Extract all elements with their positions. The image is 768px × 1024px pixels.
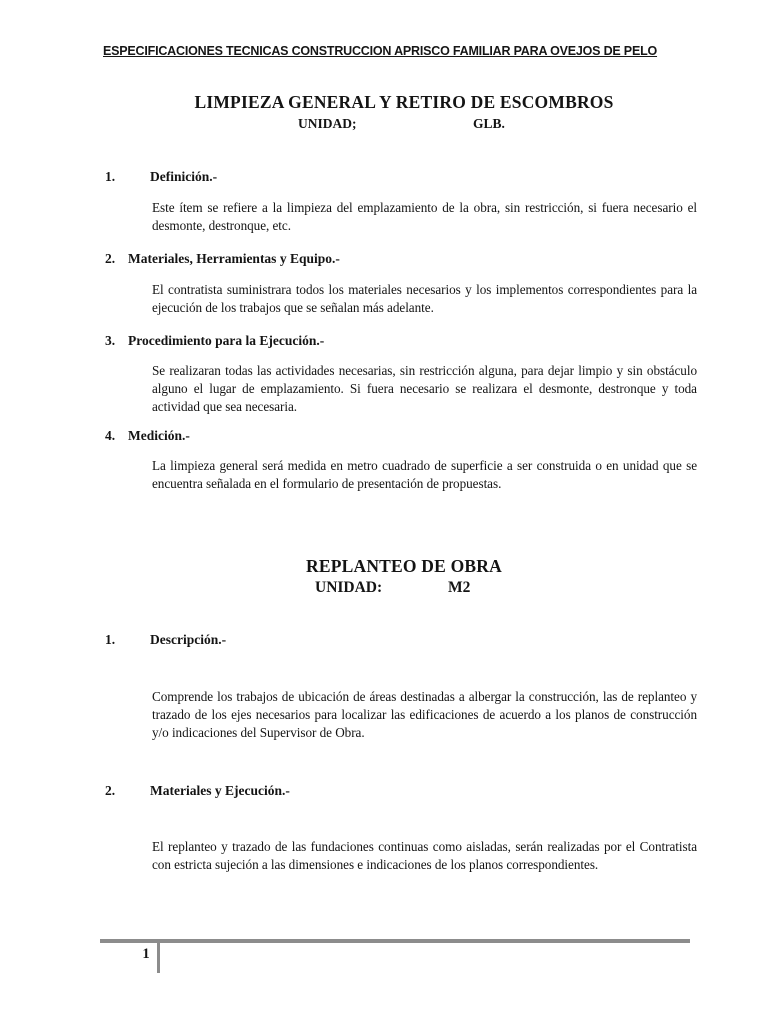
footer-divider-tick: [157, 939, 160, 973]
item-heading-definicion: [105, 169, 697, 185]
item-heading-medicion: [105, 428, 697, 444]
item-number: 1.: [105, 169, 116, 184]
item-heading-label: Descripción.-: [150, 632, 227, 647]
item-heading-descripcion: [105, 632, 697, 648]
paragraph-procedimiento: Se realizaran todas las actividades necesarias, sin restricción alguna, para dejar limpio y sin obstáculo alguno el lugar de emplazamiento. Si fuera necesario se realizara el desmonte, destronque y toda actividad que sea necesaria.: [152, 363, 697, 414]
item-number: 4.: [105, 428, 116, 443]
item-number: 2.: [105, 783, 116, 798]
paragraph-descripcion: Comprende los trabajos de ubicación de áreas destinadas a albergar la construcción, las de replanteo y trazado de los ejes necesarios para localizar las edificaciones de acuerdo a los planos de construcción y/o indicaciones del Supervisor de Obra.: [152, 689, 697, 740]
item-heading-label: Materiales y Ejecución.-: [150, 783, 290, 798]
paragraph-definicion: Este ítem se refiere a la limpieza del emplazamiento de la obra, sin restricción, si fuera necesario el desmonte, destronque, etc.: [152, 200, 697, 233]
unit-value: M2: [448, 579, 471, 596]
item-number: 3.: [105, 333, 116, 348]
item-heading-label: Materiales, Herramientas y Equipo.-: [128, 251, 340, 266]
item-heading-materiales-herramientas: [105, 251, 697, 267]
paragraph-materiales-ejecucion: El replanteo y trazado de las fundaciones continuas como aisladas, serán realizadas por el Contratista con estricta sujeción a las dimensiones e indicaciones de los planos correspondientes.: [152, 839, 697, 872]
section-title-limpieza: LIMPIEZA GENERAL Y RETIRO DE ESCOMBROS: [194, 92, 614, 112]
item-heading-label: Medición.-: [128, 428, 190, 443]
unit-line: [0, 579, 768, 598]
document-header-title: ESPECIFICACIONES TECNICAS CONSTRUCCION APRISCO FAMILIAR PARA OVEJOS DE PELO: [103, 44, 658, 58]
unit-line: [0, 116, 768, 133]
paragraph-medicion: La limpieza general será medida en metro cuadrado de superficie a ser construida o en unidad que se encuentra señalada en el formulario de presentación de propuestas.: [152, 458, 697, 491]
item-number: 1.: [105, 632, 116, 647]
item-heading-label: Definición.-: [150, 169, 218, 184]
section-title-replanteo: REPLANTEO DE OBRA: [306, 556, 502, 576]
unit-label: UNIDAD:: [315, 579, 383, 596]
footer-divider: [100, 939, 690, 943]
item-heading-label: Procedimiento para la Ejecución.-: [128, 333, 325, 348]
unit-label: UNIDAD;: [298, 116, 357, 131]
unit-value: GLB.: [473, 116, 505, 131]
paragraph-materiales-herramientas: El contratista suministrara todos los materiales necesarios y los implementos correspondientes para la ejecución de los trabajos que se señalan más adelante.: [152, 282, 697, 315]
item-number: 2.: [105, 251, 116, 266]
item-heading-procedimiento: [105, 333, 697, 349]
item-heading-materiales-ejecucion: [105, 783, 697, 799]
page-number: 1: [142, 946, 150, 962]
document-body: [0, 59, 768, 874]
